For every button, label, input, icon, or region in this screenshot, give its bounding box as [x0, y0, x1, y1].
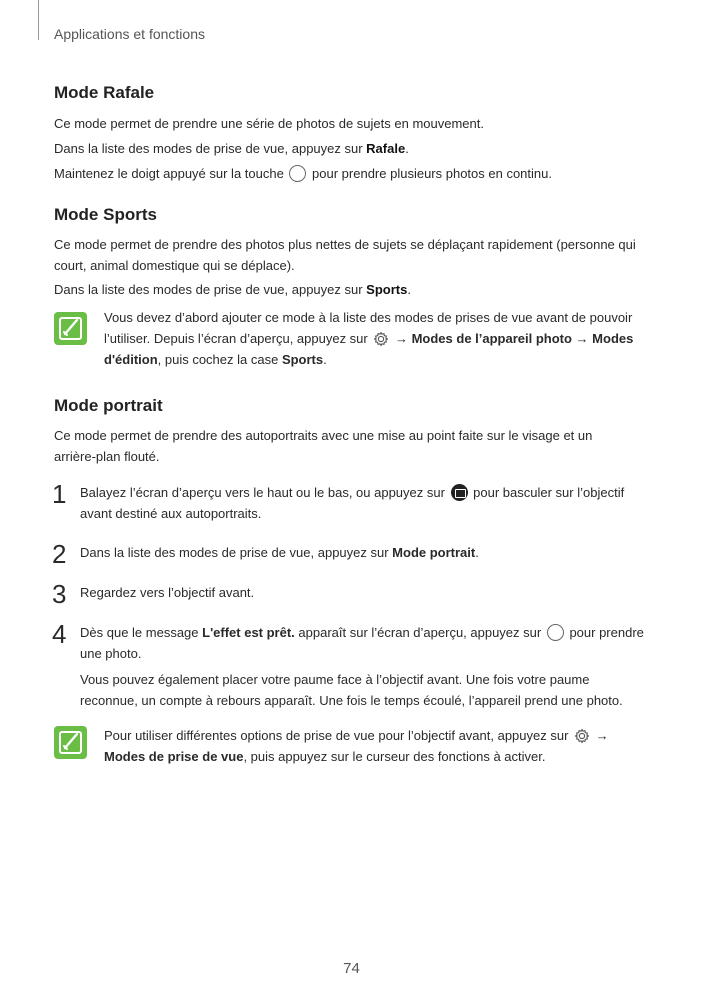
- switch-camera-icon: [451, 484, 468, 501]
- step-number-2: 2: [52, 539, 67, 569]
- page-header: Applications et fonctions: [54, 26, 205, 42]
- rafale-paragraph-3: Maintenez le doigt appuyé sur la touche pour prendre plusieurs photos en continu.: [54, 166, 552, 181]
- step-1-text: Balayez l’écran d’aperçu vers le haut ou le bas, ou appuyez sur pour basculer sur l’objectif avant destiné aux autoportraits.: [80, 485, 625, 521]
- step-2-text: Dans la liste des modes de prise de vue, appuyez sur Mode portrait.: [80, 545, 479, 560]
- section-title-sports: Mode Sports: [54, 205, 157, 224]
- portrait-paragraph-1: Ce mode permet de prendre des autoportraits avec une mise au point faite sur le visage et un arrière-plan flouté.: [54, 428, 593, 464]
- settings-gear-icon: [373, 331, 389, 347]
- page-number: 74: [343, 960, 360, 977]
- note-icon: [54, 312, 87, 345]
- step-number-4: 4: [52, 619, 67, 649]
- step-3-text: Regardez vers l’objectif avant.: [80, 585, 255, 600]
- sports-note: Vous devez d’abord ajouter ce mode à la liste des modes de prises de vue avant de pouvoir l’utiliser. Depuis l’écran d’aperçu, appuyez sur → Modes de l’appareil photo → Modes d'édition, puis cochez la case Sports.: [104, 310, 634, 367]
- step-number-1: 1: [52, 479, 67, 509]
- rafale-paragraph-1: Ce mode permet de prendre une série de photos de sujets en mouvement.: [54, 116, 484, 131]
- sports-paragraph-2: Dans la liste des modes de prise de vue, appuyez sur Sports.: [54, 282, 411, 297]
- step-4-text: Dès que le message L'effet est prêt. apparaît sur l’écran d’aperçu, appuyez sur pour prendre une photo.: [80, 625, 644, 661]
- shutter-button-icon: [289, 165, 306, 182]
- step-4-extra: Vous pouvez également placer votre paume face à l’objectif avant. Une fois votre paume reconnue, un compte à rebours apparaît. Une fois le temps écoulé, l’appareil prend une photo.: [80, 672, 623, 708]
- header-divider: [38, 0, 39, 40]
- sports-paragraph-1: Ce mode permet de prendre des photos plus nettes de sujets se déplaçant rapidement (personne qui court, animal domestique qui se déplace).: [54, 237, 636, 273]
- step-number-3: 3: [52, 579, 67, 609]
- note-icon: [54, 726, 87, 759]
- rafale-paragraph-2: Dans la liste des modes de prise de vue, appuyez sur Rafale.: [54, 141, 409, 156]
- portrait-note: Pour utiliser différentes options de prise de vue pour l’objectif avant, appuyez sur → Modes de prise de vue, puis appuyez sur le curseur des fonctions à activer.: [104, 728, 609, 764]
- settings-gear-icon: [574, 728, 590, 744]
- section-title-rafale: Mode Rafale: [54, 83, 155, 102]
- shutter-button-icon: [547, 624, 564, 641]
- section-title-portrait: Mode portrait: [54, 396, 163, 415]
